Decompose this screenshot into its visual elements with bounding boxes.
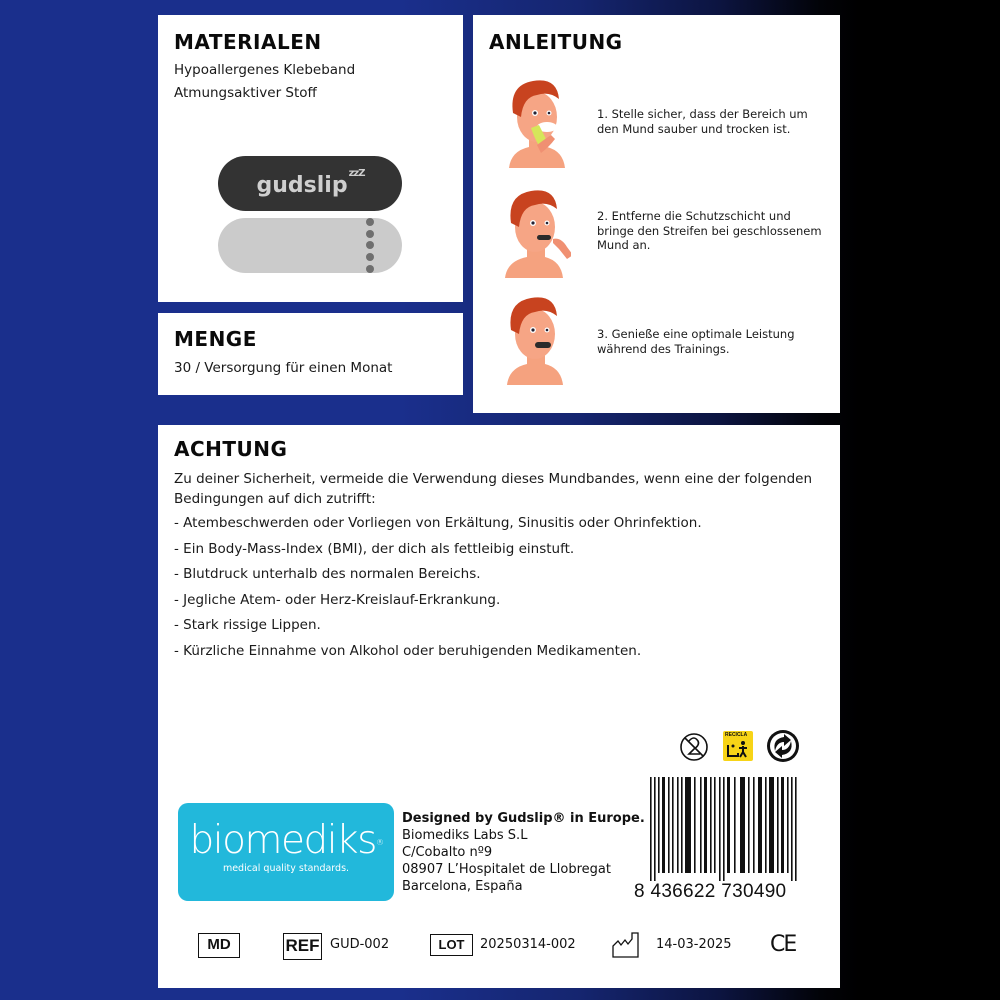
material-item: Atmungsaktiver Stoff <box>174 85 317 101</box>
biomediks-logo <box>178 803 394 901</box>
logo-name: biomediks <box>189 818 376 863</box>
registered-mark: ® <box>375 838 383 847</box>
materials-card <box>158 15 463 302</box>
warning-item: - Ein Body-Mass-Index (BMI), der dich als fettleibig einstuft. <box>174 540 575 557</box>
barcode-number: 8 436622 730490 <box>634 881 787 902</box>
perforation-dot <box>366 241 374 249</box>
warning-title: ACHTUNG <box>174 437 288 461</box>
warning-list <box>174 513 702 667</box>
ref-value: GUD-002 <box>330 937 390 952</box>
instructions-card <box>473 15 840 413</box>
recycling-symbols <box>678 728 798 768</box>
instruction-step-text: 1. Stelle sicher, dass der Bereich um den Mund sauber und trocken ist. <box>597 107 808 136</box>
quantity-card <box>158 313 463 395</box>
gudslip-brand-text: gudslip <box>256 173 348 198</box>
regulatory-footer <box>158 930 840 960</box>
face-applying-strip-icon <box>501 183 571 278</box>
instruction-step-text: 2. Entferne die Schutzschicht und bringe den Streifen bei geschlossenem Mund an. <box>597 209 822 252</box>
sleep-zzz-icon: zzZ <box>348 168 365 179</box>
perforation-dot <box>366 218 374 226</box>
perforation-dot <box>366 265 374 273</box>
perforation-dot <box>366 230 374 238</box>
recicla-icon <box>723 731 753 761</box>
perforation-dot <box>366 253 374 261</box>
medical-device-badge: MD <box>198 933 240 958</box>
face-washing-icon <box>501 73 571 168</box>
address-line: C/Cobalto nº9 <box>402 845 493 860</box>
warning-item: - Atembeschwerden oder Vorliegen von Erkältung, Sinusitis oder Ohrinfektion. <box>174 515 702 531</box>
quantity-text: 30 / Versorgung für einen Monat <box>174 360 393 376</box>
address-line: Biomediks Labs S.L <box>402 828 528 843</box>
manufacture-date: 14-03-2025 <box>656 937 732 952</box>
manufacture-date-icon <box>612 932 640 958</box>
mouth-strip-back-image <box>218 218 402 273</box>
warning-intro: Zu deiner Sicherheit, vermeide die Verwendung dieses Mundbandes, wenn eine der folgenden Bedingungen auf dich zutrifft: <box>174 471 813 507</box>
face-with-strip-icon <box>501 290 571 385</box>
lot-value: 20250314-002 <box>480 937 576 952</box>
lot-badge: LOT <box>430 934 473 956</box>
material-item: Hypoallergenes Klebeband <box>174 62 356 78</box>
quantity-title: MENGE <box>174 327 257 351</box>
warning-item: - Stark rissige Lippen. <box>174 617 321 634</box>
ce-mark-icon: CE <box>770 932 796 957</box>
instruction-step-text: 3. Genieße eine optimale Leistung während des Trainings. <box>597 327 795 356</box>
recicla-label: RECICLA <box>725 732 748 738</box>
do-not-reuse-icon <box>678 731 710 763</box>
manufacturer-address <box>402 810 645 895</box>
instructions-title: ANLEITUNG <box>489 30 623 54</box>
warning-item: - Jegliche Atem- oder Herz-Kreislauf-Erkrankung. <box>174 591 501 608</box>
warning-item: - Blutdruck unterhalb des normalen Bereichs. <box>174 566 481 583</box>
warning-item: - Kürzliche Einnahme von Alkohol oder beruhigenden Medikamenten. <box>174 642 642 659</box>
ref-badge: REF <box>283 933 322 960</box>
mouth-strip-front-image <box>218 156 402 211</box>
barcode-bars <box>650 777 800 881</box>
materials-title: MATERIALEN <box>174 30 322 54</box>
address-line: Barcelona, España <box>402 879 523 894</box>
green-dot-icon <box>766 729 800 763</box>
address-line: 08907 L’Hospitalet de Llobregat <box>402 862 611 877</box>
designed-by-line: Designed by Gudslip® in Europe. <box>402 811 645 826</box>
warning-card <box>158 425 840 988</box>
logo-tagline: medical quality standards. <box>222 863 350 874</box>
ean-barcode <box>634 777 800 905</box>
